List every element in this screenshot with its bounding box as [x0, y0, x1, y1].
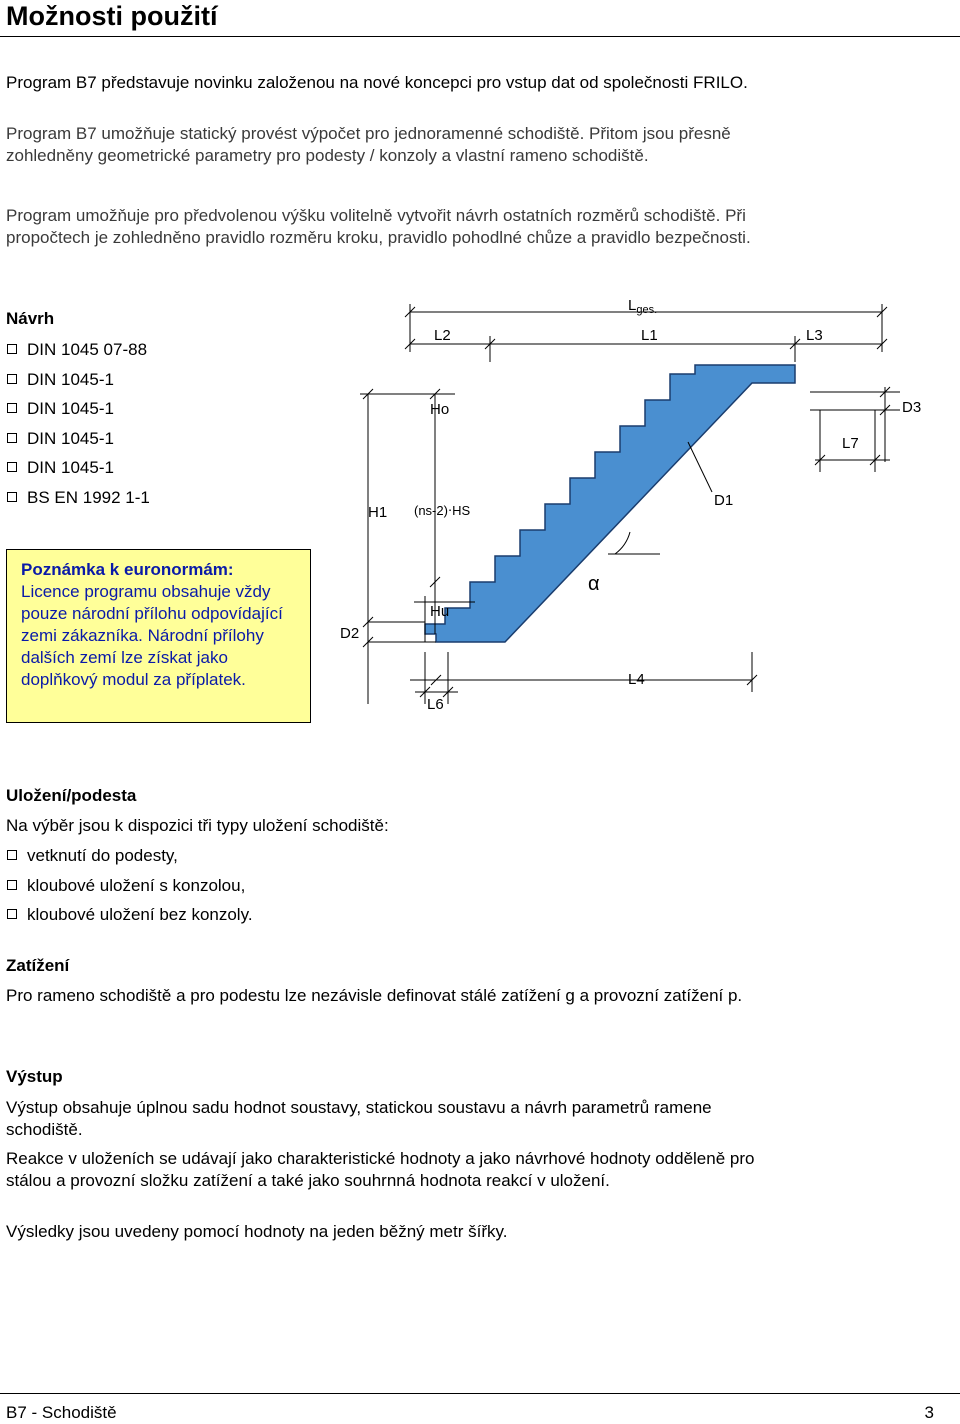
euronorm-note-box: [6, 549, 311, 723]
page-title: Možnosti použití: [6, 1, 218, 31]
footer-document-name: B7 - Schodiště: [6, 1403, 117, 1422]
l2-label: L2: [434, 327, 451, 344]
design-standards-list: [6, 339, 150, 516]
square-bullet-icon: [7, 344, 17, 354]
hs-label: (ns-2)⋅HS: [414, 503, 471, 518]
stair-flight-shape: [425, 365, 795, 642]
note-text: Licence programu obsahuje vždy pouze národní přílohu odpovídající zemi zákazníka. Národní přílohy dalších zemí lze získat jako doplňkový modul za příplatek.: [21, 582, 283, 689]
l7-label: L7: [842, 435, 859, 452]
hu-label: Hu: [430, 603, 450, 620]
staircase-diagram: [330, 292, 950, 722]
square-bullet-icon: [7, 433, 17, 443]
list-item: DIN 1045-1: [6, 369, 150, 399]
square-bullet-icon: [7, 909, 17, 919]
output-heading: Výstup: [6, 1067, 63, 1086]
list-item: DIN 1045-1: [6, 398, 150, 428]
note-title: Poznámka k euronormám:: [21, 560, 234, 579]
design-heading: Návrh: [6, 309, 55, 328]
title-divider: [0, 36, 960, 37]
square-bullet-icon: [7, 462, 17, 472]
output-paragraph-3: Výsledky jsou uvedeny pomocí hodnoty na jeden běžný metr šířky.: [6, 1222, 508, 1241]
load-heading: Zatížení: [6, 956, 70, 975]
load-text: Pro rameno schodiště a pro podestu lze nezávisle definovat stálé zatížení g a provozní zatížení p.: [6, 986, 743, 1005]
l6-label: L6: [427, 696, 444, 713]
square-bullet-icon: [7, 403, 17, 413]
list-item: vetknutí do podesty,: [6, 845, 253, 875]
support-intro: Na výběr jsou k dispozici tři typy uložení schodiště:: [6, 816, 389, 835]
support-heading: Uložení/podesta: [6, 786, 137, 805]
list-item: BS EN 1992 1-1: [6, 487, 150, 517]
l4-label: L4: [628, 671, 645, 688]
intro-paragraph-3: Program umožňuje pro předvolenou výšku volitelně vytvořit návrh ostatních rozměrů schodiště. Při propočtech je zohledněno pravidlo rozměru kroku, pravidlo pohodlné chůze a pravidlo bezpečnosti.: [6, 206, 751, 247]
square-bullet-icon: [7, 880, 17, 890]
list-item: DIN 1045-1: [6, 457, 150, 487]
alpha-label: α: [588, 573, 600, 595]
l3-label: L3: [806, 327, 823, 344]
h1-label: H1: [368, 504, 388, 521]
intro-paragraph-2: Program B7 umožňuje statický provést výpočet pro jednoramenné schodiště. Přitom jsou přesně zohledněny geometrické parametry pro podesty / konzoly a vlastní rameno schodiště.: [6, 124, 731, 165]
square-bullet-icon: [7, 492, 17, 502]
square-bullet-icon: [7, 374, 17, 384]
list-item: kloubové uložení s konzolou,: [6, 875, 253, 905]
list-item: kloubové uložení bez konzoly.: [6, 904, 253, 934]
d1-label: D1: [714, 492, 734, 509]
d3-label: D3: [902, 399, 922, 416]
output-paragraph-1: Výstup obsahuje úplnou sadu hodnot soustavy, statickou soustavu a návrh parametrů ramene schodiště.: [6, 1098, 712, 1139]
footer-divider: [0, 1393, 960, 1394]
intro-paragraph-1: Program B7 představuje novinku založenou na nové koncepci pro vstup dat od společnosti FRILO.: [6, 73, 748, 92]
support-types-list: [6, 845, 253, 934]
square-bullet-icon: [7, 850, 17, 860]
output-paragraph-2: Reakce v uloženích se udávají jako charakteristické hodnoty a jako návrhové hodnoty odděleně pro stálou a provozní složku zatížení a také jako souhrnná hodnota reakcí v uložení.: [6, 1149, 755, 1190]
d2-label: D2: [340, 625, 360, 642]
lges-label: $L_{ges.}$: [628, 297, 658, 316]
list-item: DIN 1045 07-88: [6, 339, 150, 369]
list-item: DIN 1045-1: [6, 428, 150, 458]
l1-label: L1: [641, 327, 658, 344]
ho-label: Ho: [430, 401, 450, 418]
footer-page-number: 3: [924, 1403, 934, 1422]
